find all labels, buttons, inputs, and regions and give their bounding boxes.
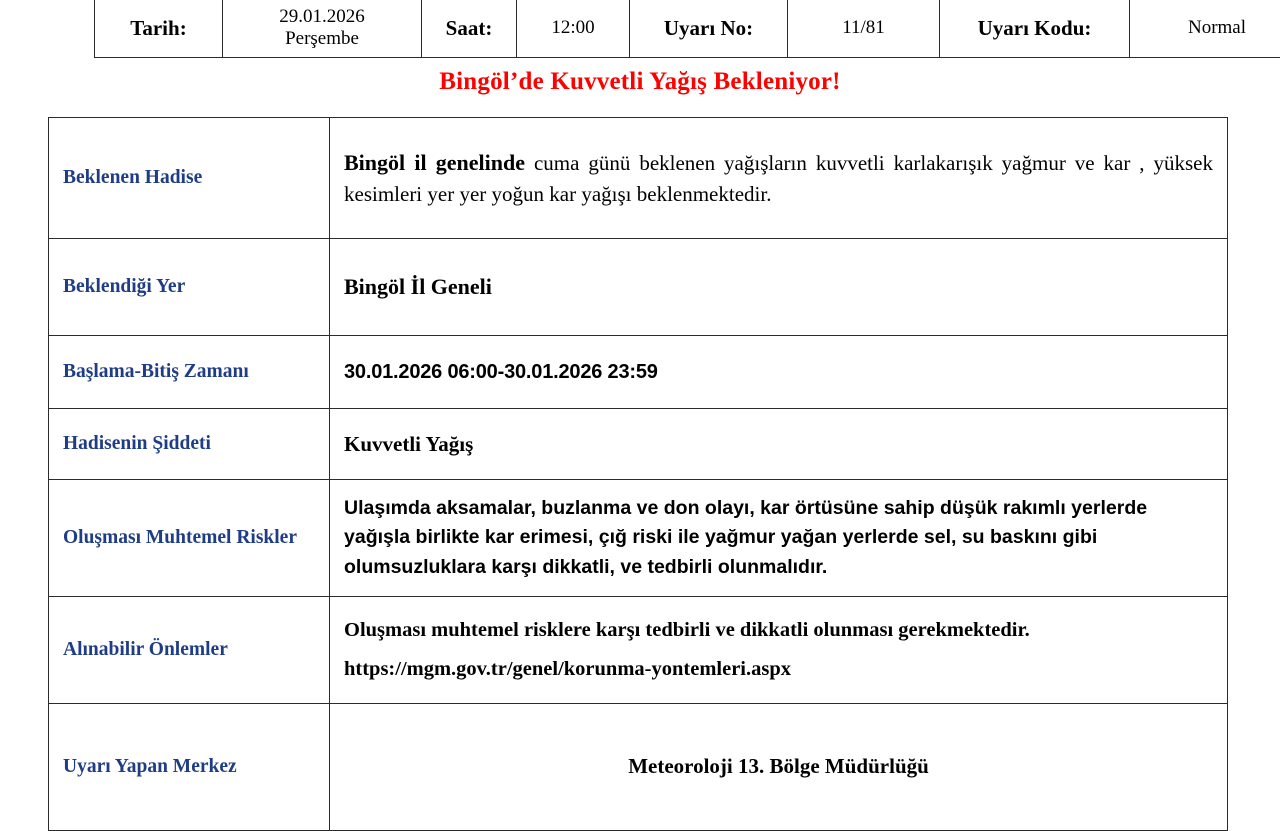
table-row bbox=[49, 704, 1228, 831]
precautions-value-cell bbox=[330, 597, 1228, 704]
start-end-time-value-cell bbox=[330, 336, 1228, 409]
date-value: 29.01.2026 bbox=[279, 6, 365, 27]
expected-place-value: Bingöl İl Geneli bbox=[344, 274, 1213, 300]
expected-place-value-cell bbox=[330, 239, 1228, 336]
warning-no-value: 11/81 bbox=[788, 0, 940, 58]
severity-label: Hadisenin Şiddeti bbox=[49, 409, 330, 480]
warning-code-label: Uyarı Kodu: bbox=[940, 0, 1130, 58]
time-label: Saat: bbox=[422, 0, 517, 58]
page-title: Bingöl’de Kuvvetli Yağış Bekleniyor! bbox=[0, 68, 1280, 96]
table-row bbox=[49, 597, 1228, 704]
issuing-center-line-1: Meteoroloji 13. Bölge Müdürlüğü bbox=[344, 750, 1213, 784]
table-row bbox=[49, 409, 1228, 480]
expected-event-lead: Bingöl il genelinde bbox=[344, 150, 525, 175]
expected-place-label: Beklendiği Yer bbox=[49, 239, 330, 336]
table-row bbox=[49, 336, 1228, 409]
severity-value-cell bbox=[330, 409, 1228, 480]
precautions-link[interactable]: https://mgm.gov.tr/genel/korunma-yontemleri.aspx bbox=[344, 650, 1213, 689]
start-end-time-label: Başlama-Bitiş Zamanı bbox=[49, 336, 330, 409]
possible-risks-label: Oluşması Muhtemel Riskler bbox=[49, 480, 330, 597]
header-table-row bbox=[95, 0, 1280, 58]
warning-code-value: Normal bbox=[1130, 0, 1280, 58]
expected-event-body: cuma günü beklenen yağışların kuvvetli karlakarışık yağmur ve kar , yüksek kesimleri yer yer yoğun kar yağışı beklenmektedir. bbox=[344, 151, 1213, 206]
issuing-center-label: Uyarı Yapan Merkez bbox=[49, 704, 330, 831]
date-day: Perşembe bbox=[229, 28, 415, 50]
warning-no-label: Uyarı No: bbox=[630, 0, 788, 58]
possible-risks-value-cell bbox=[330, 480, 1228, 597]
date-value-cell bbox=[223, 0, 422, 58]
date-label: Tarih: bbox=[95, 0, 223, 58]
table-row bbox=[49, 118, 1228, 239]
table-row bbox=[49, 480, 1228, 597]
possible-risks-value: Ulaşımda aksamalar, buzlanma ve don olayı, kar örtüsüne sahip düşük rakımlı yerlerde yağışla birlikte kar erimesi, çığ riski ile yağmur yağan yerlerde sel, su baskını gibi olumsuzluklara karşı dikkatli, ve tedbirli olunmalıdır. bbox=[344, 494, 1213, 582]
precautions-label: Alınabilir Önlemler bbox=[49, 597, 330, 704]
expected-event-text bbox=[344, 147, 1213, 209]
warning-detail-table bbox=[48, 117, 1228, 831]
expected-event-label: Beklenen Hadise bbox=[49, 118, 330, 239]
table-row bbox=[49, 239, 1228, 336]
start-end-time-value: 30.01.2026 06:00-30.01.2026 23:59 bbox=[344, 361, 1213, 384]
precautions-line-1: Oluşması muhtemel risklere karşı tedbirli ve dikkatli olunması gerekmektedir. bbox=[344, 611, 1213, 650]
severity-value: Kuvvetli Yağış bbox=[344, 432, 1213, 457]
time-value: 12:00 bbox=[517, 0, 630, 58]
expected-event-value-cell bbox=[330, 118, 1228, 239]
header-info-table bbox=[94, 0, 1280, 58]
issuing-center-value-cell bbox=[330, 704, 1228, 831]
